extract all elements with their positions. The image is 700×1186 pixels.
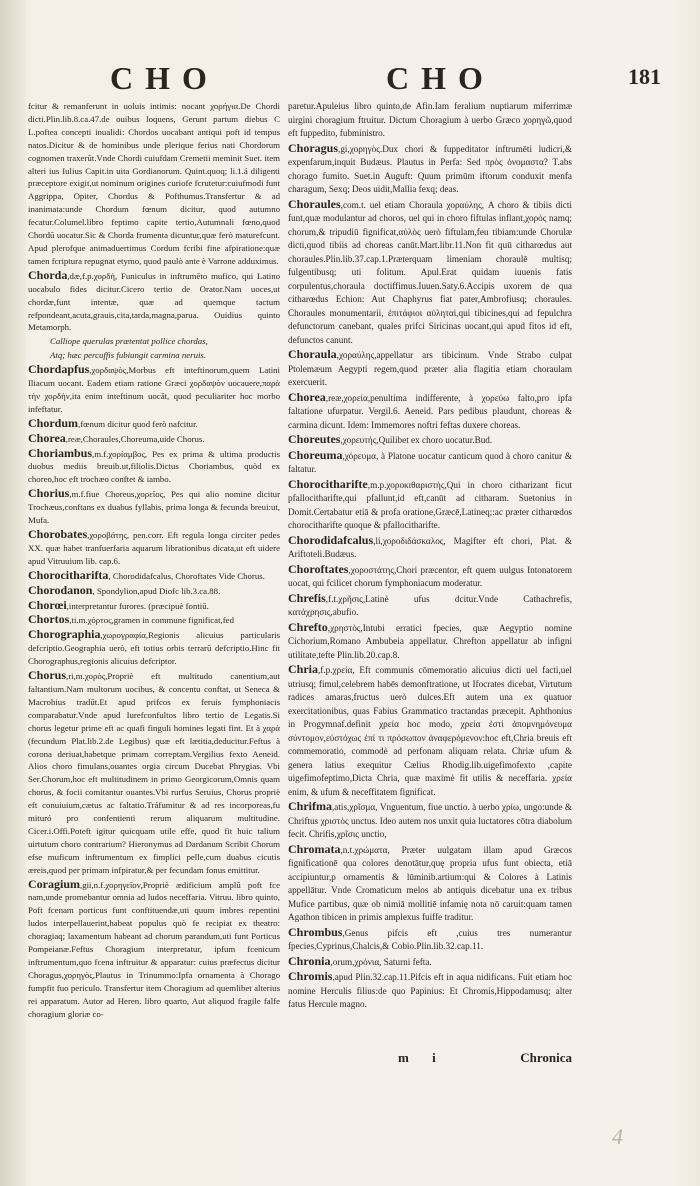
headword: Chorobates [28,527,88,541]
entry-chorodanon: Chorodanon, Spondylion,apud Diofc lib.3.ca.88. [28,582,221,597]
headword: Chria [288,662,318,676]
running-header [0,60,700,100]
headword: Chorus [28,668,67,683]
headword: Chorœi [28,597,67,612]
entry-chorda: Chorda,dæ,f.p.χορδή, Funiculus in inftrumēto mufico, qui Latino uocabulo fides dicitur.Cicero tertio de Orator.Nam uoces,ut chordæ,funt intentæ, quæ ad quemque tactum refpondeant,acuta,grauis,cita,tarda,magna,parua. Ouidius quinto Metamorph. [28,267,280,333]
entry-chorographia: Chorographia,χωρογραφία,Regionis alicuius particularis defcriptio.Geographia uerò, eft totius orbis terrarū defcriptio.Hinc fit Chorographus,regionis alicuius defcriptor. [28,627,280,667]
entry-chordum: Chordum,fœnum dicitur quod ferò nafcitur. [28,415,198,430]
entry-choroei: Chorœi,interpretantur furores. (præcipuè fontiū. [28,597,209,612]
entry-chromata: Chromata,n.t.χρώματα, Præter uulgatam illam apud Græcos fignificationē qua colores denotātur,quę propria ufus funt obiecta, etiā accipiuntur,p ornamentis & lūminib.artium:qui & Colores à Latinis appellātur. Vnde Cromaticum melos ab antiquis dicebatur una ex tribus Mufice partibus, quæ ob nimiā mollitiē infamię nota nō caruit:quam tamen Agathon tibicen in primis amplexus fuiffe traditur. [288,841,572,922]
entry-chromis: Chromis,apud Plin.32.cap.11.Pifcis eft in aqua nidificans. Fuit etiam hoc nomine Herculis filius:de quo Papinius: Et Chromis,Hippodamusq; alter fatus Hercule magno. [288,969,572,1009]
entry-chorus: Chorus,ri,m.χορὸς,Propriè eft multitudo canentium,aut faltantium.Nam multorum uocibus, & concentu conftat, ut Seneca & Macrobius tradūt.Et apud prifcos ex feruis fymphoniacis comparabatur.Vnde apud Iurefconfultos libro tertio de Legatis.Si chorus legetur prime eft ac quafi finguli homines legati fint. Et à χαρὰ (fecundum Plat.lib.2.de Legibus) quæ eft lætitia,deducitur.Feftus à corona deriuat,habetque primam correptam.Vergilius fexto Aeneid. Alios choro fimulans,ouantes orgia circum Ducebat Phrygias. Vbi Ser.Chorum,hoc eft multitudinem in primo Georgicorum,Omnis quam chorus, & focii comitantur ouantes.Vbi rurfus Seruius, Chorus propriè eft conuiuium,cætus ac faltatio.Tráfumitur & ad res incorporeas,fu mituró pro confentienti rerum aliquarum multitudine. Cicer.i.Offi.Poteft igitur quicquam utile effe, quod fit huic talium uirtutum choro contrarium? Hieronymus ad Dardanum Scribit Chorum efse muficum inftrumentum ex fimplici pelle,cum duabus cicutis æreis,quod per primam infpiratur,& per fecundam fonus emittitur. [28,668,280,875]
headword: Choreuma [288,447,343,462]
headword: Choragus [288,140,339,155]
headword: Choriambus [28,445,93,460]
entry-choreutes: Choreutes,χορευτής,Quilibet ex choro uocatur.Bud. [288,432,493,446]
entry-chortos: Chortos,ti.m.χόρτος,gramen in commune fignificat,fed [28,612,234,627]
headword: Chromata [288,841,341,856]
entry-choriambus: Choriambus,m.f.χορίαμβος, Pes ex prima & ultima productis duobus mediis breuib.ut,filiolis.Dictus Choriambus, quòd ex choreo,hoc eft trochæo conftet & iambo. [28,445,280,485]
headword: Chordum [28,415,79,430]
entry-chorobates: Chorobates,χοροβάτης, pen.corr. Eft regula longa circiter pedes XX. quæ habet tranfuerfaria aquarum librationibus dicata,ut eft uidere apud Vitruuium lib. cap.6. [28,527,280,566]
entry-chrisma: Chrifma,atis,χρῖσμα, Vnguentum, fiue unctio. à uerbo χρίω, ungo:unde & Chriftus χριστὸς unctus. Ideo autem nos unxit quia luctatores cōtra diabolum fecit. Chrifis,χρῖσις unctio, [288,799,572,839]
page-gutter-shadow [0,0,26,1186]
entry-chorodidascalus: Chorodidafcalus,li,χοροδιδάσκαλος, Magifter eft chori, Plat. & Ariftoteli.Budæus. [288,532,572,559]
headword: Choreutes [288,432,341,446]
headword: Chronia [288,953,331,968]
entry-choragus: Choragus,gi,χορηγὸς.Dux chori & fuppeditator inftrumēti ludicri,& expenfarum,inquit Budæus. Plautus in Perfa: Sed πρὸς ὀνομαστα? T.abs chorago fumito. Suet.in Auguft: Quum primūm iftorum conduxit menfa charagum, Sexq; Deos uidit,Mallia fexq; deas. [288,140,572,194]
entry-continuation: paretur.Apuleius libro quinto,de Afin.Iam feralium nuptiarum miferrimæ uirgini choragium ftruitur. Dictum Choragium à uerbo Græco χορηγῶ,quod eft fuppedito, fubministro. [288,101,572,138]
headword: Chorea [28,430,66,445]
header-title-right: CHO [386,60,495,96]
headword: Chordapfus [28,362,90,377]
entry-chorea-2: Chorea,reæ,χορεία,penultima indifferente, à χορεύω falto,pro ipfa faltatione ufurpatur. Vergil.6. Aeneid. Pars pedibus plaudunt, choreas & carmina dicunt. Idem: Immemores noftri feftas duxere choreas. [288,389,572,430]
headword: Chrifma [288,799,332,813]
margin-ink-mark: 4 [612,1124,623,1149]
verse-line: Atq; hæc percuffis fubiungit carmina neruis. [50,350,207,361]
entry-choraules: Choraules,com.t. uel etiam Choraula χοραύλης, A choro & tibiis dicti funt,quæ modulantur ad choros, uel qui in choro fiftulas inflant,χορὸς namq; chorum,& tripudiū fignificat,αὐλὸς uerò fiftulam,feu tibiam:unde Chorulæ dicti,quod tibiis ad choreas canūt.Mart.libr.11.Non fit quū citharœdus aut choraules.Plin.lib.37.cap.1.Præterquam limeniam choraulē multisq; fulgentibusq; uti folitum. Apul.Erat quidam iuuenis fatis corpulentus,choraula doctiffimus.Iuuen.Saty.6.Accipis uxorem de qua citharœdus Echion: Aut Chaphyrus fiat pater,Ambrofiusq; choraules. Choraules monumentarii, ἐπιτάφιοι αὐληταὶ,qui tibicines,qui ad fepulchra defunctorum canebant, quales prifci Siricinas uocant,qui apud fitos id eft, defunctos canunt. [288,196,572,345]
headword: Chorius [28,486,70,501]
signature-mark: m i [398,1050,446,1065]
catchword: Chronica [520,1050,572,1065]
entry-chorocitharista: Chorocitharifta, Chorodidafcalus, Choroftates Vide Chorus. [28,567,265,582]
headword: Choroftates [288,561,349,576]
headword: Chorocitharifte [288,476,368,491]
entry-chrombus: Chrombus,Genus pifcis eft ,cuius tres numerantur fpecies,Cyprinus,Chalcis,& Cobio.Plin.lib.32.cap.11. [288,924,572,951]
header-title-left: CHO [110,60,219,96]
headword: Chortos [28,612,70,627]
headword: Coragium [28,876,80,891]
headword: Chorodanon [28,582,93,597]
headword: Chorocitharifta [28,567,109,582]
headword: Chrombus [288,924,343,939]
entry-chorostates: Choroftates,χοροστάτης,Chori præcentor, eft quem uulgus Intonatorem uocat, qui fcilicet chorum fymphoniacum moderatur. [288,561,572,588]
entry-chorius: Chorius,m.f.fiue Choreus,χορεῖος, Pes qui alio nomine dicitur Trochæus,conftans ex duabus fyllabis, prima longa & fecunda breui:ut, Mufa. [28,486,280,526]
right-column [288,100,572,1012]
entry-chresis: Chrefis,f.t.χρῆσις,Latinè ufus dcitur.Vnde Cathachrefis, κατάχρησις,abufio. [288,590,572,617]
headword: Chorodidafcalus [288,532,374,547]
entry-chronia: Chronia,orum,χρόνια, Saturni fefta. [288,953,432,968]
headword: Chorda [28,267,68,282]
left-column [28,100,280,1021]
entry-chria: Chria,f.p.χρεία, Eft communis cōmemoratio alicuius dicti uel facti,uel utriusq; fimul,celebrem habēs demonftratione, ut Ifocrates dicebat, Virtutum radices amaras,fructus uerò dulces.Eft autem una ex quatuor exercitationibus, quas Fabius Grammatico tractandas præcepit. Aphthonius in Progymnaf.definit χρεία hoc modo, χρεία ἐστὶ ἀπομνημόνευμα σύντομον,εὐστόχως ἐπί τι πρόσωπον ἀναφερόμενον:hoc eft,Chria breuis eft commemoratio, commodè ad perfonam aliquam relata. Chriæ ufum & genera latius exequitur Cælius Rhodig.lib.uigefimofexto ,capite uigefimofeptimo,Dicta Chria, quæ maximè fit utilis & neceffaria. χρεία enim, & ufum & neceffitatem fignificat. [288,662,572,797]
entry-choraula: Choraula,χοραύλης,appellatur ars tibicinum. Vnde Strabo culpat Ptolemæum Aegypti regem,quod præter alia flagitia etiam choraulam exercuerit. [288,347,572,387]
headword: Chromis [288,969,333,983]
headword: Chrefis [288,590,326,605]
entry-chorocithariste: Chorocitharifte,m.p.χοροκιθαριστὴς,Qui in choro citharizant ficut pfallocitharifte,qui pfallunt,id eft,canūt ad citharam. Suetonius in Domit.Certabatur etiā & profa oratione,Græcē,Latineq;:ac præter citharœdos chorocitharifte quoque & pfallocitharifte. [288,476,572,530]
entry-chorea: Chorea,reæ,Choraules,Choreuma,uide Chorus. [28,430,205,445]
headword: Chorea [288,389,326,404]
entry-chordapsus: Chordapfus,χορδαψὸς,Morbus eft inteftinorum,quem Latini Iliacum uocant. Eadem etiam ratione Græci χορδαψὸν uocauere,παρὰ τὴν χορδὴν,ita enim inteftinum uocāt, quod peculiariter hoc morbo infeftatur. [28,362,280,414]
page-number: 181 [628,64,661,89]
headword: Chorographia [28,627,101,642]
entry-coragium: Coragium,gii,n.f.χορηγεῖον,Propriè ædificium amplū poft fce nam,unde promebantur omnia ad ludos neceffaria. Vitruu. libro quinto, Poft fcenam porticus funt conftituendæ,uti quum imbres repentini ludos interpellauerint,habeat populus quò fe recipiat ex theatro: choragiaq; laxamentum habeant ad chorum parandum,uti funt Porticus Pompeianæ.Feftus Choragium interpretatur, ipfum fcenicum inftrumentum,quo fcena inftruitur & apparatur: cuius præfectus dicitur Choragus,χορηγὸς,Plautus in Trinummo:Ipfa ornamenta à Chorago fumpfit fuo periculo. Transfertur item Choragium ad quemlibet alterius rei apparatum. Autor ad Heren. libro quarto, Aut aliquod fragile falfe choragium gloriæ co- [28,876,280,1019]
headword: Chrefto [288,619,328,634]
verse-line: Calliope querulas prætentat pollice chordas, [50,336,208,347]
entry-chresto: Chrefto,χρηστὸς,Intubi erratici fpecies, quæ Aegyptio nomine Cichorium,Romano Ambubeia appellatur. Chrefton appellatur ab infigni utilitate,tefte Plin.lib.20.cap.8. [288,619,572,660]
entry-choreuma: Choreuma,χόρευμα, à Platone uocatur canticum quod à choro canitur & faltatur. [288,447,572,474]
headword: Choraules [288,196,341,211]
entry-chordi: fcitur & remanferunt in uoluis intimis: nocant χορήγια.De Chordi dicti.Plin.lib.8.ca.47.de ouibus loquens, Gerunt partum diebus C L.poftea concepti inualidi: Chordos uocabant antiqui poft id tempus natos.Dicitur & de hominibus unde plerique ferius nati Chordorum cognomen traxerūt.Vnde Chordi cuiufdam Cremetii meminit Suet. item alteri ius Iulius Capit.in uita Gordianorum. Quint.quoq; li.1.á diligenti præceptore exigit,ut nominum origines curiofe fcrutetur:cuiufmodi funt Aggrippa, Opiter, Chordus & Pofthumus.Transfertur & ad inanimata:unde Chordum fœnum dicitur, quod autumno fecatur.Columel.libro feptimo capite tertio,Autumnali fœno,quod Chordū uocatur.Sic & Chorda frumenta dicuntur,quæ ferò maturefcunt. Apud plerofque animaduertimus Cordum fcribi fine afpiratione:quæ tamen fcriptura repugnat etymo, quod paulò ante è Varrone adduximus. [28,101,280,266]
page-footer [288,1050,572,1070]
headword: Choraula [288,347,337,361]
